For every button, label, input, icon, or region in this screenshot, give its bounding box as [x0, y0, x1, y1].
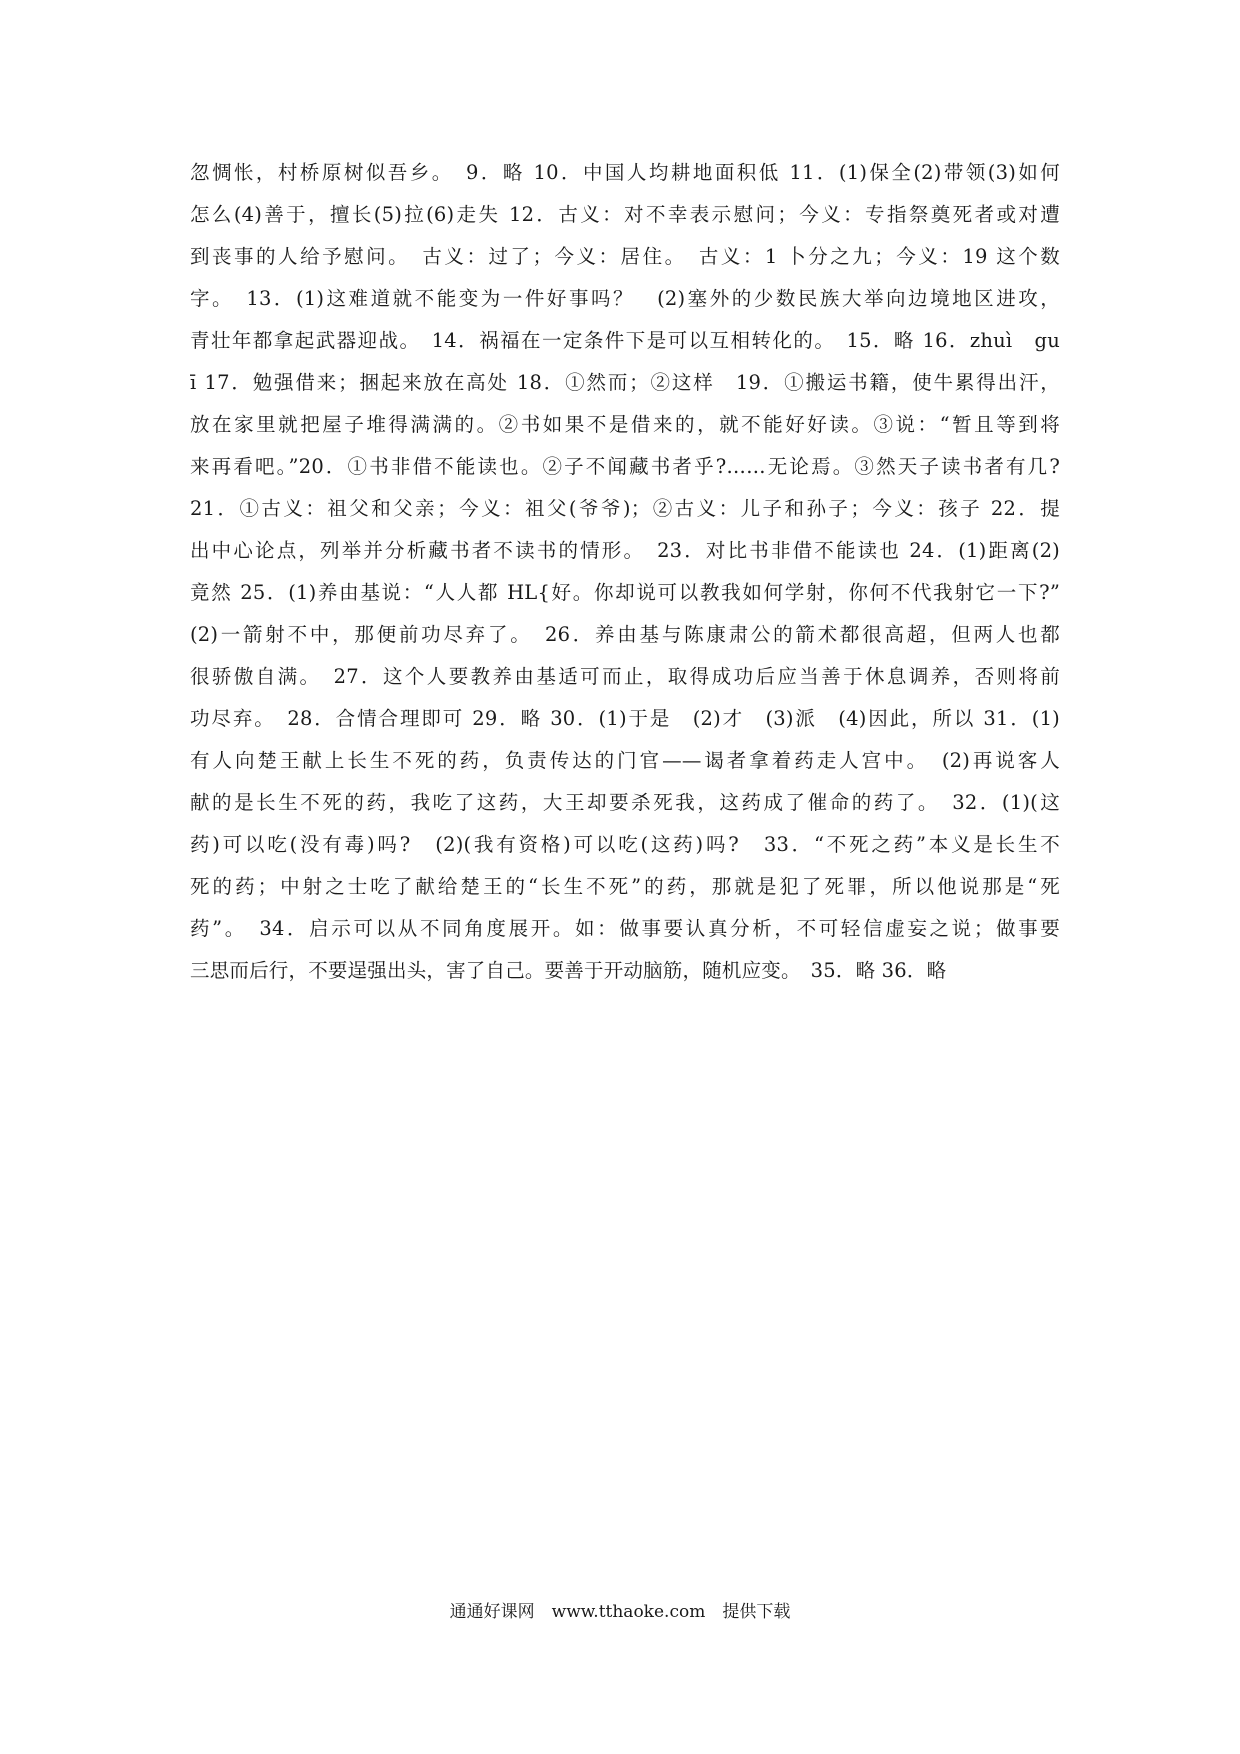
text-line: 献的是长生不死的药，我吃了这药，大王却要杀死我，这药成了催命的药了。 32．(1)(这	[190, 791, 1060, 814]
text-line: 忽惆怅，村桥原树似吾乡。 9．略 10．中国人均耕地面积低 11．(1)保全(2)带领(3)如何	[190, 161, 1060, 184]
text-line: 放在家里就把屋子堆得满满的。②书如果不是借来的，就不能好好读。③说：“暂且等到将	[190, 413, 1060, 436]
text-line: 来再看吧。”20．①书非借不能读也。②子不闻藏书者乎?……无论焉。③然天子读书者有几?	[190, 455, 1060, 478]
text-line: 药”。 34．启示可以从不同角度展开。如：做事要认真分析，不可轻信虚妄之说；做事要	[190, 917, 1060, 940]
text-line: 死的药；中射之士吃了献给楚王的“长生不死”的药，那就是犯了死罪，所以他说那是“死	[190, 875, 1060, 898]
text-line: 到丧事的人给予慰问。 古义：过了；今义：居住。 古义：1 卜分之九；今义：19 这个数	[190, 245, 1060, 268]
text-line: 药)可以吃(没有毒)吗? (2)(我有资格)可以吃(这药)吗? 33．“不死之药”本义是长生不	[190, 833, 1060, 856]
text-line: 有人向楚王献上长生不死的药，负责传达的门官——谒者拿着药走人宫中。 (2)再说客人	[190, 749, 1060, 772]
text-line: ī 17．勉强借来；捆起来放在高处 18．①然而；②这样 19．①搬运书籍，使牛累得出汗，	[190, 371, 1060, 394]
text-line: 字。 13．(1)这难道就不能变为一件好事吗？ (2)塞外的少数民族大举向边境地区进攻，	[190, 287, 1060, 310]
page-footer: 通通好课网 www.tthaoke.com 提供下载	[449, 1602, 791, 1622]
text-line: 21．①古义：祖父和父亲；今义：祖父(爷爷)；②古义：儿子和孙子；今义：孩子 22．提	[190, 497, 1060, 520]
text-line: 怎么(4)善于，擅长(5)拉(6)走失 12．古义：对不幸表示慰问；今义：专指祭奠死者或对遭	[190, 203, 1060, 226]
text-line: 出中心论点，列举并分析藏书者不读书的情形。 23．对比书非借不能读也 24．(1)距离(2)	[190, 539, 1060, 562]
text-line: 三思而后行，不要逞强出头，害了自己。要善于开动脑筋，随机应变。 35．略 36．略	[190, 959, 947, 982]
answer-text-block	[190, 152, 1060, 992]
text-line: 竟然 25．(1)养由基说：“人人都 HL{好。你却说可以教我如何学射，你何不代我射它一下?”	[190, 581, 1060, 604]
text-line: 功尽弃。 28．合情合理即可 29．略 30．(1)于是 (2)才 (3)派 (4)因此，所以 31．(1)	[190, 707, 1060, 730]
text-line: 青壮年都拿起武器迎战。 14．祸福在一定条件下是可以互相转化的。 15．略 16．zhuì gu	[190, 329, 1060, 352]
text-line: 很骄傲自满。 27．这个人要教养由基适可而止，取得成功后应当善于休息调养，否则将前	[190, 665, 1060, 688]
text-line: (2)一箭射不中，那便前功尽弃了。 26．养由基与陈康肃公的箭术都很高超，但两人也都	[190, 623, 1060, 646]
